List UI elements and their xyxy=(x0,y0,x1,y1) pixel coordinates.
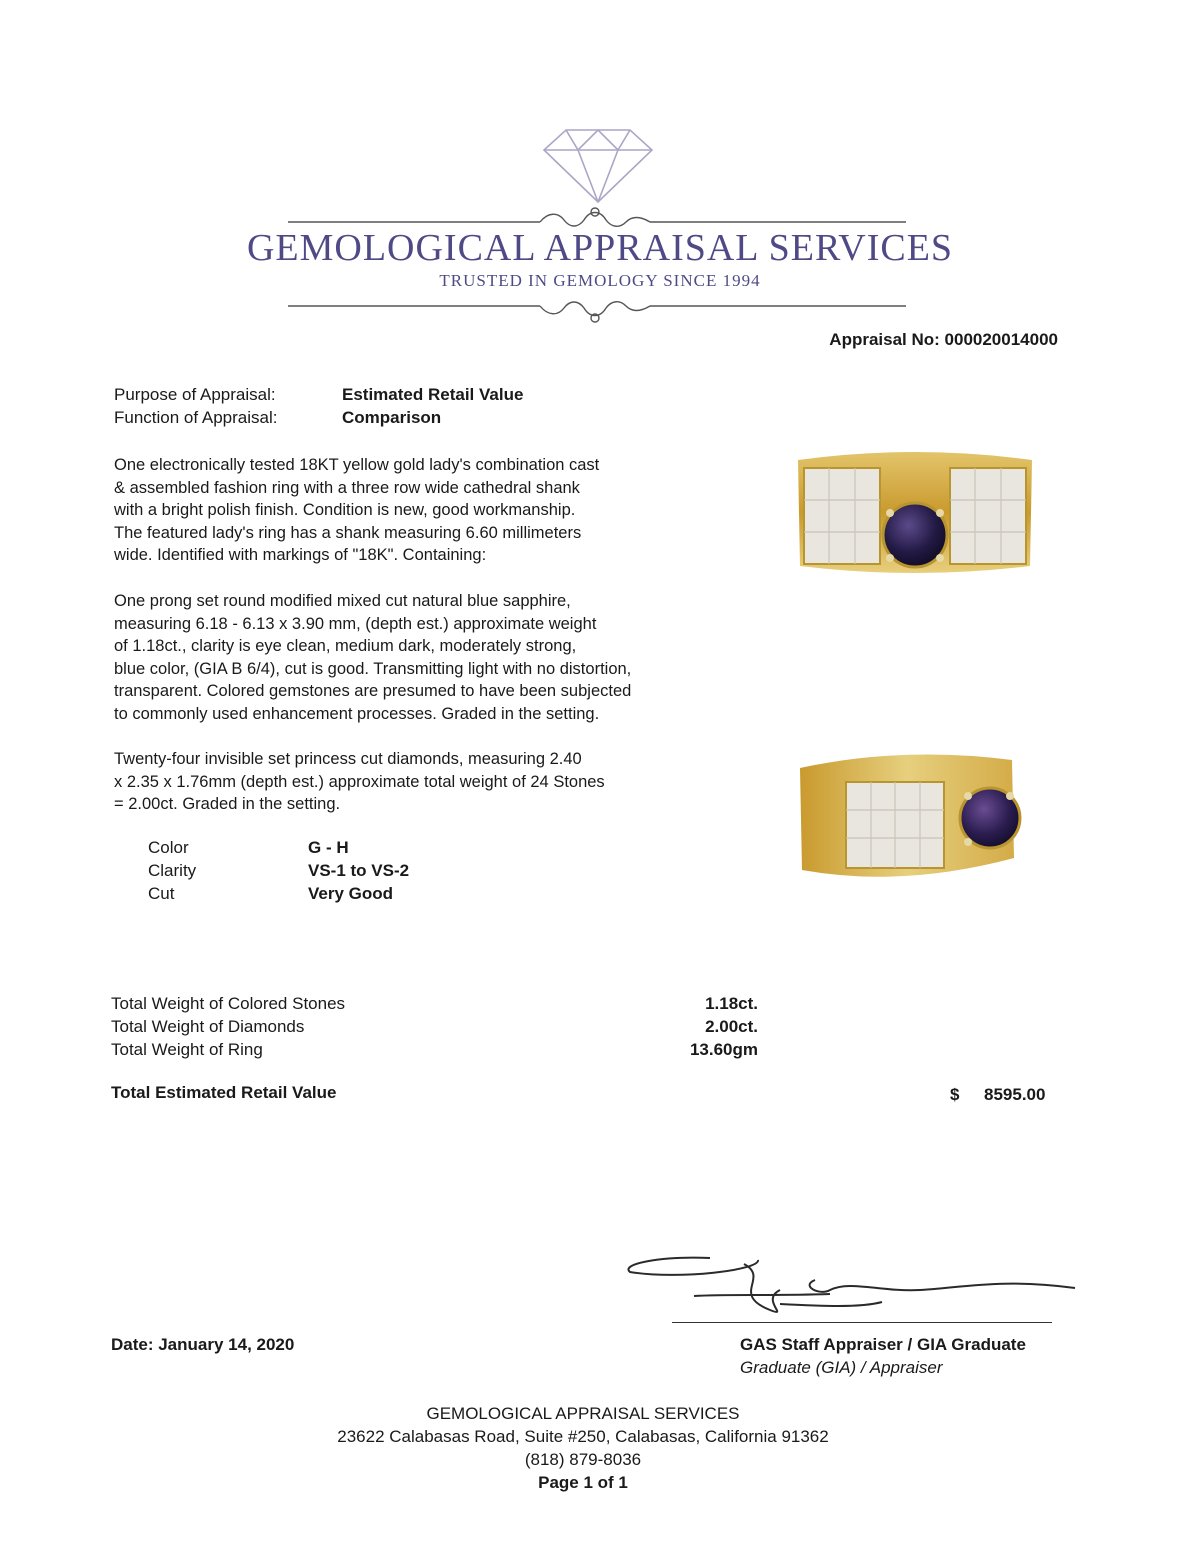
sapphire-description-line: to commonly used enhancement processes. Graded in the setting. xyxy=(114,704,600,723)
sapphire-description-line: of 1.18ct., clarity is eye clean, medium dark, moderately strong, xyxy=(114,637,577,655)
grade-values xyxy=(308,836,409,905)
signer-title: GAS Staff Appraiser / GIA Graduate xyxy=(740,1335,1026,1354)
sapphire-description-line: transparent. Colored gemstones are presumed to have been subjected xyxy=(114,682,632,700)
appraisal-number: Appraisal No: 000020014000 xyxy=(829,330,1058,349)
ring-description-line: The featured lady's ring has a shank measuring 6.60 millimeters xyxy=(114,523,582,542)
letterhead-bottom-ornament xyxy=(288,294,908,328)
grade-label-cut: Cut xyxy=(148,884,175,903)
grade-value-cut: Very Good xyxy=(308,884,394,903)
grade-value-color: G - H xyxy=(308,838,349,857)
purpose-value: Estimated Retail Value xyxy=(342,385,524,404)
appraisal-date: Date: January 14, 2020 xyxy=(111,1335,295,1354)
page-number: Page 1 of 1 xyxy=(538,1473,628,1492)
grade-value-clarity: VS-1 to VS-2 xyxy=(308,861,410,880)
ring-side-view-image xyxy=(792,738,1032,888)
grade-labels xyxy=(148,836,196,905)
totals-labels xyxy=(111,992,345,1061)
footer-company: GEMOLOGICAL APPRAISAL SERVICES xyxy=(426,1404,740,1423)
sapphire-description xyxy=(114,590,631,725)
retail-value-label: Total Estimated Retail Value xyxy=(111,1083,337,1102)
diamond-description xyxy=(114,748,605,816)
signature-line xyxy=(672,1322,1052,1323)
appraiser-signature xyxy=(620,1250,1080,1330)
company-name: GEMOLOGICAL APPRAISAL SERVICES xyxy=(246,227,954,269)
total-label: Total Weight of Diamonds xyxy=(111,1017,305,1036)
signer-subtitle: Graduate (GIA) / Appraiser xyxy=(740,1358,943,1377)
diamond-description-line: x 2.35 x 1.76mm (depth est.) approximate total weight of 24 Stones xyxy=(114,772,605,791)
diamond-logo-icon xyxy=(538,126,658,206)
retail-value-currency: $ xyxy=(950,1085,960,1104)
total-value: 1.18ct. xyxy=(705,994,758,1013)
diamond-description-line: = 2.00ct. Graded in the setting. xyxy=(114,795,341,813)
total-value: 13.60gm xyxy=(689,1040,758,1059)
grade-label-clarity: Clarity xyxy=(148,861,197,880)
ring-description-line: & assembled fashion ring with a three row wide cathedral shank xyxy=(114,478,580,497)
total-label: Total Weight of Colored Stones xyxy=(111,994,346,1013)
footer xyxy=(0,1402,1166,1494)
purpose-label: Purpose of Appraisal: xyxy=(114,385,276,404)
retail-value-amount: 8595.00 xyxy=(984,1085,1046,1104)
company-tagline: TRUSTED IN GEMOLOGY SINCE 1994 xyxy=(439,271,761,290)
grade-label-color: Color xyxy=(148,838,189,857)
totals-values xyxy=(600,992,758,1061)
ring-description-line: wide. Identified with markings of "18K". Containing: xyxy=(114,546,487,564)
ring-description-line: One electronically tested 18KT yellow gold lady's combination cast xyxy=(114,456,600,474)
total-label: Total Weight of Ring xyxy=(111,1040,263,1059)
footer-address: 23622 Calabasas Road, Suite #250, Calabasas, California 91362 xyxy=(337,1427,829,1446)
diamond-description-line: Twenty-four invisible set princess cut diamonds, measuring 2.40 xyxy=(114,750,582,768)
ring-description-line: with a bright polish finish. Condition is new, good workmanship. xyxy=(114,501,576,519)
function-value: Comparison xyxy=(342,408,442,427)
ring-description xyxy=(114,454,599,567)
ring-front-view-image xyxy=(790,448,1040,588)
footer-phone: (818) 879-8036 xyxy=(524,1450,642,1469)
sapphire-description-line: measuring 6.18 - 6.13 x 3.90 mm, (depth est.) approximate weight xyxy=(114,614,597,633)
sapphire-description-line: One prong set round modified mixed cut natural blue sapphire, xyxy=(114,592,571,610)
sapphire-description-line: blue color, (GIA B 6/4), cut is good. Transmitting light with no distortion, xyxy=(114,659,632,678)
function-label: Function of Appraisal: xyxy=(114,408,278,427)
total-value: 2.00ct. xyxy=(705,1017,758,1036)
